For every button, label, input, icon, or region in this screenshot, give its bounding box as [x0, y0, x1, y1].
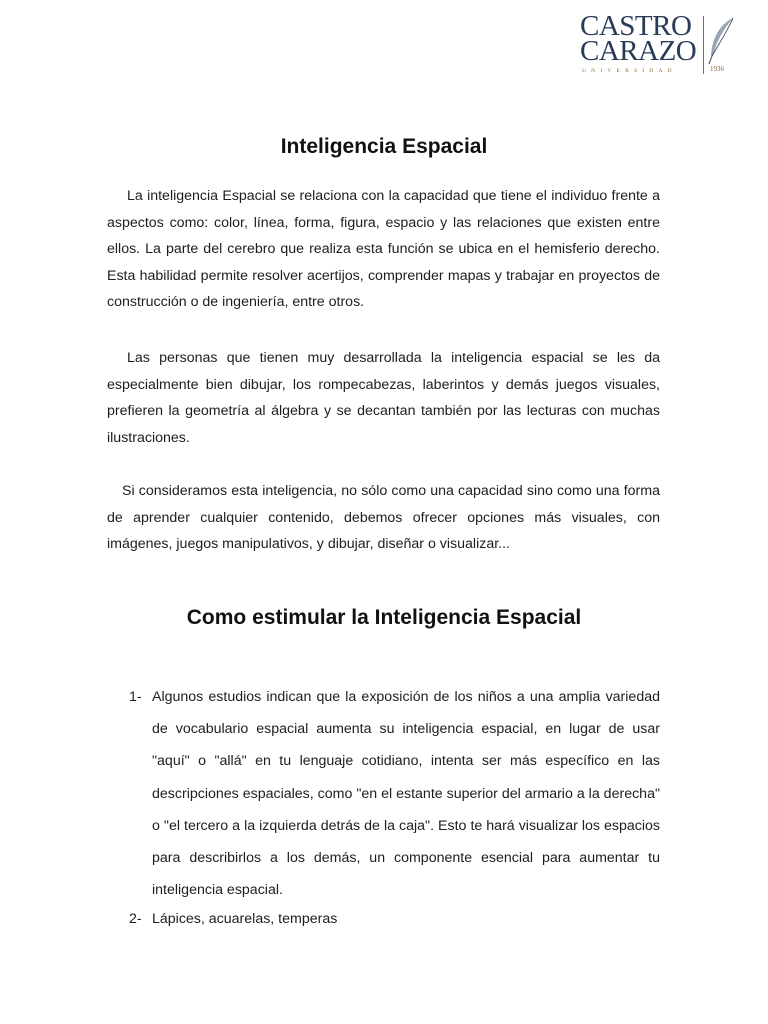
paragraph-3 [107, 478, 660, 558]
paragraph-1-text: La inteligencia Espacial se relaciona con la capacidad que tiene el individuo frente a aspectos como: color, línea, forma, figura, espacio y las relaciones que existen entre ellos. La parte del cerebro que realiza esta función se ubica en el hemisferio derecho. Esta habilidad permite resolver acertijos, comprender mapas y trabajar en proyectos de construcción o de ingeniería, entre otros. [107, 188, 660, 310]
list-item-number: 2- [129, 911, 142, 927]
paragraph-2 [107, 345, 660, 451]
paragraph-2-text: Las personas que tienen muy desarrollada la inteligencia espacial se les da especialmente bien dibujar, los rompecabezas, laberintos y demás juegos visuales, prefieren la geometría al álgebra y se decantan también por las lecturas con muchas ilustraciones. [107, 350, 660, 446]
logo-line-1: CASTRO [580, 10, 692, 42]
logo-subtitle: UNIVERSIDAD [582, 68, 677, 74]
list-item-number: 1- [129, 689, 142, 705]
logo-year: 1936 [710, 65, 724, 73]
logo-divider [703, 16, 704, 74]
paragraph-3-text: Si consideramos esta inteligencia, no sólo como una capacidad sino como una forma de aprender cualquier contenido, debemos ofrecer opciones más visuales, con imágenes, juegos manipulativos, y dibujar, diseñar o visualizar... [107, 483, 660, 552]
page-title: Inteligencia Espacial [280, 135, 488, 158]
logo-line-2: CARAZO [580, 35, 697, 67]
list-item-text: Algunos estudios indican que la exposición de los niños a una amplia variedad de vocabulario espacial aumenta su inteligencia espacial, en lugar de usar "aquí" o "allá" en tu lenguaje cotidiano, intenta ser más específico en las descripciones espaciales, como "en el estante superior del armario a la derecha" o "el tercero a la izquierda detrás de la caja". Esto te hará visualizar los espacios para describirlos a los demás, un componente esencial para aumentar tu inteligencia espacial. [152, 689, 660, 899]
list-item-text: Lápices, acuarelas, temperas [152, 911, 338, 927]
feather-icon [706, 16, 736, 66]
section-title: Como estimular la Inteligencia Espacial [186, 606, 582, 629]
university-logo [580, 12, 740, 78]
paragraph-1 [107, 183, 660, 316]
